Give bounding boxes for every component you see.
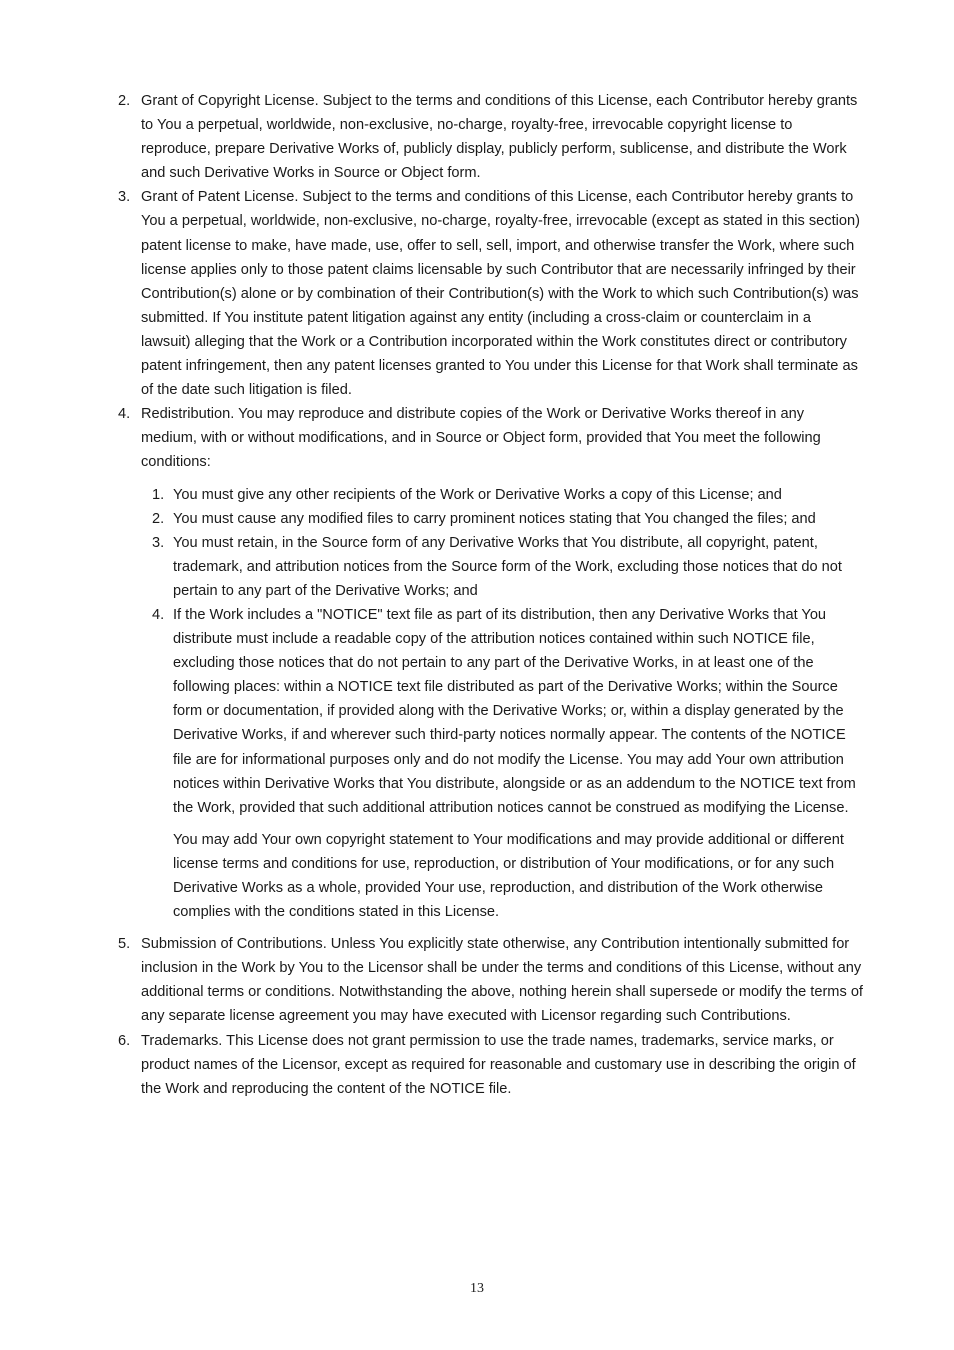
redistribution-conditions-list bbox=[0, 483, 954, 820]
license-section-list bbox=[0, 89, 954, 1101]
condition-text: You must retain, in the Source form of any Derivative Works that You distribute, all copyright, patent, trademark, and attribution notices from the Source form of the Work, excluding those notices that do not pertain to any part of the Derivative Works; and bbox=[173, 534, 842, 599]
redistribution-trailing-paragraph: You may add Your own copyright statement to Your modifications and may provide additional or different license terms and conditions for use, reproduction, or distribution of Your modifications, or for any such Derivative Works as a whole, provided Your use, reproduction, and distribution of the Work otherwise complies with the conditions stated in this License. bbox=[173, 831, 844, 921]
section-number: 3. bbox=[118, 189, 131, 206]
section-trademarks bbox=[0, 1029, 863, 1101]
section-text: Redistribution. You may reproduce and distribute copies of the Work or Derivative Works thereof in any medium, with or without modifications, and in Source or Object form, provided that You meet the following conditions: bbox=[141, 406, 821, 471]
condition-number: 3. bbox=[152, 534, 165, 551]
condition-text: You must give any other recipients of the Work or Derivative Works a copy of this License; and bbox=[173, 486, 782, 503]
condition-item bbox=[0, 507, 863, 531]
condition-item bbox=[0, 603, 863, 820]
section-text: Trademarks. This License does not grant permission to use the trade names, trademarks, service marks, or product names of the Licensor, except as required for reasonable and customary use in describing the origin of the Work and reproducing the content of the NOTICE file. bbox=[141, 1032, 856, 1097]
section-number: 6. bbox=[118, 1032, 131, 1049]
section-text: Grant of Patent License. Subject to the terms and conditions of this License, each Contributor hereby grants to You a perpetual, worldwide, non-exclusive, no-charge, royalty-free, irrevocable (except as stated in this section) patent license to make, have made, use, offer to sell, sell, import, and otherwise transfer the Work, where such license applies only to those patent claims licensable by such Contributor that are necessarily infringed by their Contribution(s) alone or by combination of their Contribution(s) with the Work to which such Contribution(s) was submitted. If You institute patent litigation against any entity (including a cross-claim or counterclaim in a lawsuit) alleging that the Work or a Contribution incorporated within the Work constitutes direct or contributory patent infringement, then any patent licenses granted to You under this License for that Work shall terminate as of the date such litigation is filed. bbox=[141, 189, 860, 399]
condition-number: 1. bbox=[152, 486, 165, 503]
condition-item bbox=[0, 531, 863, 603]
condition-text: If the Work includes a "NOTICE" text file as part of its distribution, then any Derivative Works that You distribute must include a readable copy of the attribution notices contained within such NOTICE file, excluding those notices that do not pertain to any part of the Derivative Works, in at least one of the following places: within a NOTICE text file distributed as part of the Derivative Works; within the Source form or documentation, if provided along with the Derivative Works; or, within a display generated by the Derivative Works, if and wherever such third-party notices normally appear. The contents of the NOTICE file are for informational purposes only and do not modify the License. You may add Your own attribution notices within Derivative Works that You distribute, alongside or as an addendum to the NOTICE text from the Work, provided that such additional attribution notices cannot be construed as modifying the License. bbox=[173, 606, 856, 816]
condition-number: 2. bbox=[152, 510, 165, 527]
section-number: 5. bbox=[118, 936, 131, 953]
condition-item bbox=[0, 483, 863, 507]
section-grant-of-copyright bbox=[0, 89, 863, 185]
section-submission-of-contributions bbox=[0, 932, 863, 1028]
section-grant-of-patent bbox=[0, 185, 863, 402]
condition-text: You must cause any modified files to carry prominent notices stating that You changed the files; and bbox=[173, 510, 816, 527]
section-text: Submission of Contributions. Unless You explicitly state otherwise, any Contribution intentionally submitted for inclusion in the Work by You to the Licensor shall be under the terms and conditions of this License, without any additional terms or conditions. Notwithstanding the above, nothing herein shall supersede or modify the terms of any separate license agreement you may have executed with Licensor regarding such Contributions. bbox=[141, 936, 863, 1025]
section-text: Grant of Copyright License. Subject to the terms and conditions of this License, each Contributor hereby grants to You a perpetual, worldwide, non-exclusive, no-charge, royalty-free, irrevocable copyright license to reproduce, prepare Derivative Works of, publicly display, publicly perform, sublicense, and distribute the Work and such Derivative Works in Source or Object form. bbox=[141, 93, 858, 182]
condition-number: 4. bbox=[152, 606, 165, 623]
section-redistribution bbox=[0, 402, 863, 474]
section-number: 4. bbox=[118, 406, 131, 423]
section-number: 2. bbox=[118, 93, 131, 109]
page-number: 13 bbox=[470, 1281, 484, 1296]
